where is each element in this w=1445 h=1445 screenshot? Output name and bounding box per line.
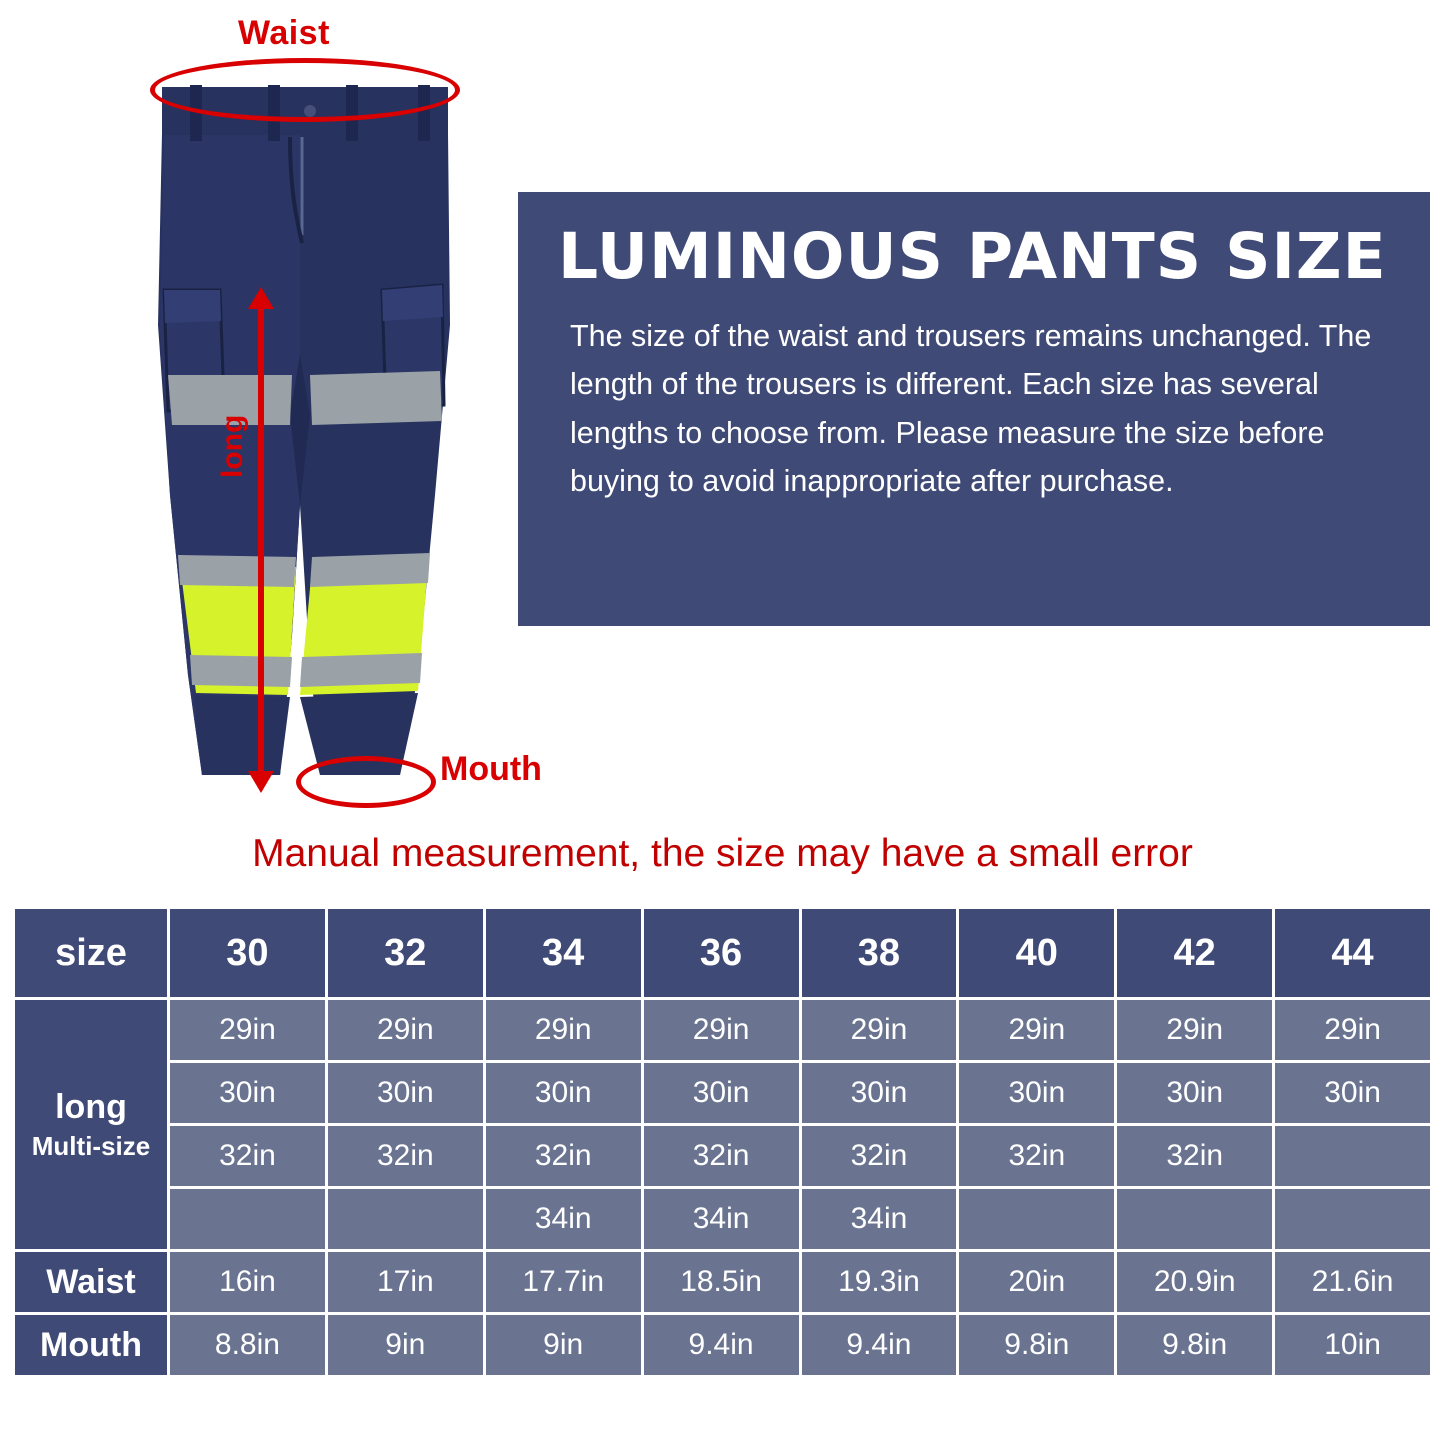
mouth-measure-ellipse <box>296 756 436 808</box>
table-cell: 34in <box>802 1189 957 1249</box>
waist-measure-ellipse <box>150 58 460 122</box>
table-cell-empty <box>1275 1126 1430 1186</box>
table-cell: 34in <box>644 1189 799 1249</box>
table-cell: 29in <box>328 1000 483 1060</box>
table-cell: 9.4in <box>802 1315 957 1375</box>
table-cell: 30in <box>644 1063 799 1123</box>
table-cell: 17in <box>328 1252 483 1312</box>
table-cell: 21.6in <box>1275 1252 1430 1312</box>
table-cell: 9.8in <box>1117 1315 1272 1375</box>
table-cell: 34in <box>486 1189 641 1249</box>
table-cell: 30in <box>802 1063 957 1123</box>
table-header-cell: 34 <box>486 909 641 997</box>
info-panel-body: The size of the waist and trousers remains unchanged. The length of the trousers is different. Each size has several lengths to choose from. Please measure the size before buying to avoid inappropriate after purchase. <box>570 319 1372 498</box>
table-cell: 9in <box>486 1315 641 1375</box>
info-panel-title: LUMINOUS PANTS SIZE <box>558 220 1387 293</box>
table-cell: 30in <box>959 1063 1114 1123</box>
table-cell: 32in <box>170 1126 325 1186</box>
table-cell: 30in <box>328 1063 483 1123</box>
length-measure-arrow <box>258 305 264 775</box>
table-header-cell: 44 <box>1275 909 1430 997</box>
table-cell-empty <box>1117 1189 1272 1249</box>
table-cell: 29in <box>486 1000 641 1060</box>
table-cell: 16in <box>170 1252 325 1312</box>
table-header-cell: 42 <box>1117 909 1272 997</box>
length-callout-label: long <box>216 414 249 478</box>
table-header-cell: 36 <box>644 909 799 997</box>
table-cell: 10in <box>1275 1315 1430 1375</box>
table-row <box>15 1252 1430 1312</box>
table-header-cell: 40 <box>959 909 1114 997</box>
table-cell: 32in <box>644 1126 799 1186</box>
table-cell: 32in <box>1117 1126 1272 1186</box>
table-row <box>15 1189 1430 1249</box>
table-cell: 30in <box>486 1063 641 1123</box>
table-cell: 20.9in <box>1117 1252 1272 1312</box>
table-cell: 30in <box>1117 1063 1272 1123</box>
table-header-cell: 30 <box>170 909 325 997</box>
table-cell: 32in <box>486 1126 641 1186</box>
mouth-callout-label: Mouth <box>440 750 542 788</box>
row-label-waist: Waist <box>15 1252 167 1312</box>
table-cell: 9.8in <box>959 1315 1114 1375</box>
table-cell: 19.3in <box>802 1252 957 1312</box>
table-cell: 29in <box>1275 1000 1430 1060</box>
row-label-mouth: Mouth <box>15 1315 167 1375</box>
table-cell: 9.4in <box>644 1315 799 1375</box>
info-panel <box>518 192 1430 626</box>
table-cell: 29in <box>1117 1000 1272 1060</box>
manual-measurement-note: Manual measurement, the size may have a small error <box>252 832 1193 875</box>
table-cell: 29in <box>170 1000 325 1060</box>
row-label-long-main: long <box>55 1087 127 1126</box>
table-cell: 32in <box>959 1126 1114 1186</box>
table-cell: 9in <box>328 1315 483 1375</box>
waist-callout-label: Waist <box>238 14 330 52</box>
table-cell-empty <box>1275 1189 1430 1249</box>
pants-image <box>150 75 460 780</box>
table-header-row <box>15 909 1430 997</box>
table-cell: 29in <box>644 1000 799 1060</box>
table-cell: 20in <box>959 1252 1114 1312</box>
table-cell: 29in <box>802 1000 957 1060</box>
table-cell: 30in <box>1275 1063 1430 1123</box>
table-cell-empty <box>959 1189 1114 1249</box>
row-label-long <box>15 1000 167 1249</box>
table-cell-empty <box>170 1189 325 1249</box>
table-cell: 8.8in <box>170 1315 325 1375</box>
table-cell: 17.7in <box>486 1252 641 1312</box>
table-row <box>15 1000 1430 1060</box>
table-header-cell: 38 <box>802 909 957 997</box>
table-row <box>15 1126 1430 1186</box>
table-cell: 29in <box>959 1000 1114 1060</box>
table-row <box>15 1315 1430 1375</box>
row-label-long-sub: Multi-size <box>31 1130 151 1161</box>
table-header-cell: size <box>15 909 167 997</box>
table-cell: 18.5in <box>644 1252 799 1312</box>
size-table <box>12 906 1433 1378</box>
table-cell: 32in <box>802 1126 957 1186</box>
table-row <box>15 1063 1430 1123</box>
table-cell-empty <box>328 1189 483 1249</box>
table-header-cell: 32 <box>328 909 483 997</box>
table-cell: 30in <box>170 1063 325 1123</box>
table-cell: 32in <box>328 1126 483 1186</box>
